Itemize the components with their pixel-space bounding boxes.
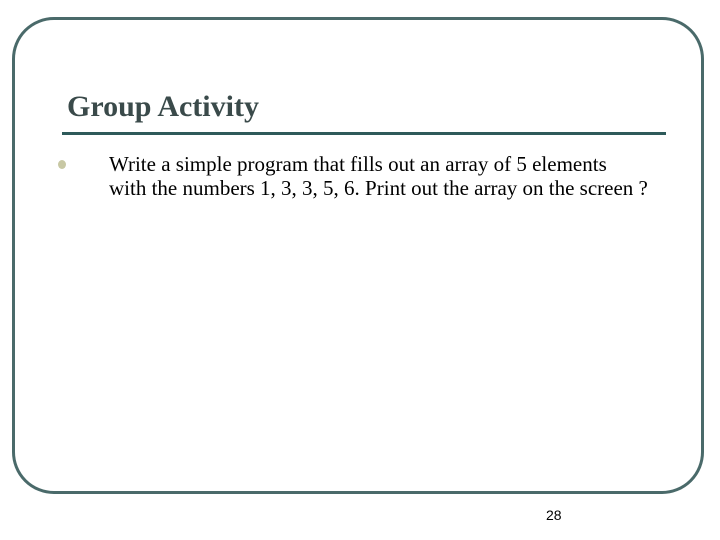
slide-title: Group Activity [67, 90, 259, 123]
bullet-text: Write a simple program that fills out an array of 5 elements with the numbers 1, 3, 3, 5, 6. Print out the array on the screen ? [109, 152, 648, 200]
page-number: 28 [546, 507, 562, 523]
bullet-dot-icon [58, 160, 66, 169]
slide-frame [12, 17, 704, 494]
title-underline [62, 132, 666, 135]
